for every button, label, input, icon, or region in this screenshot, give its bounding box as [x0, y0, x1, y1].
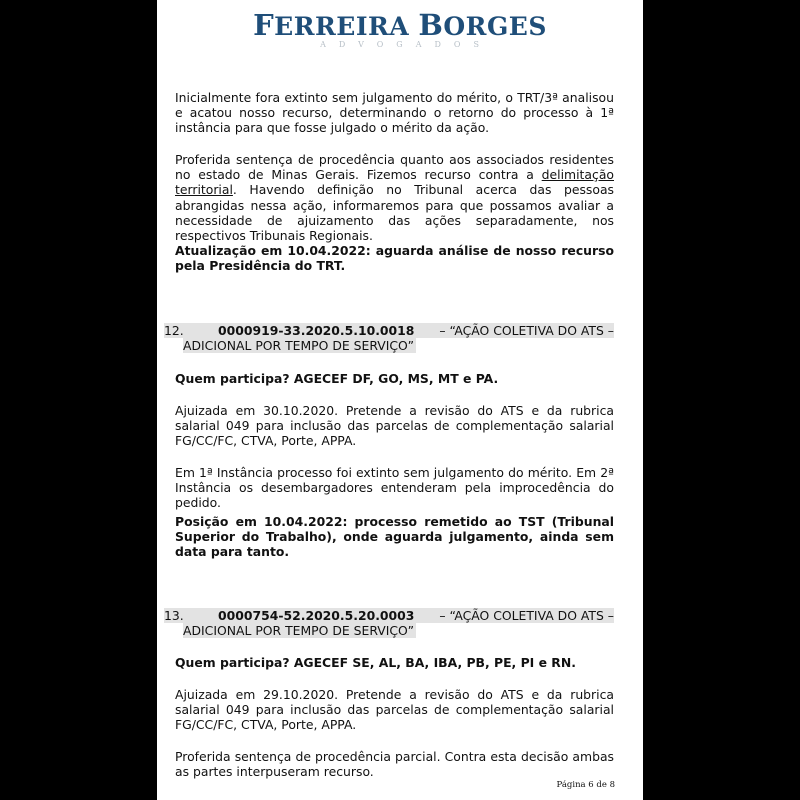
- paragraph: Em 1ª Instância processo foi extinto sem julgamento do mérito. Em 2ª Instância os desembargadores entenderam pela improcedência do pedido.: [175, 465, 614, 511]
- process-number: 0000919-33.2020.5.10.0018: [218, 323, 415, 338]
- item-title: ADICIONAL POR TEMPO DE SERVIÇO”: [183, 623, 415, 639]
- update-note: Atualização em 10.04.2022: aguarda análise de nosso recurso pela Presidência do TRT.: [175, 243, 614, 274]
- logo-text-erreira: ERREIRA: [274, 12, 419, 41]
- paragraph: Ajuizada em 29.10.2020. Pretende a revisão do ATS e da rubrica salarial 049 para inclusão das parcelas de complementação salarial FG/CC/FC, CTVA, Porte, APPA.: [175, 687, 614, 733]
- paragraph-text: Proferida sentença de procedência quanto aos associados residentes no estado de Minas Gerais. Fizemos recurso contra a: [175, 152, 614, 183]
- underlined-text: delimitação territorial: [175, 167, 614, 198]
- paragraph: Inicialmente fora extinto sem julgamento do mérito, o TRT/3ª analisou e acatou nosso recurso, determinando o retorno do processo à 1ª instância para que fosse julgado o mérito da ação.: [175, 90, 614, 136]
- document-page: [157, 0, 643, 800]
- item-number: 12.: [164, 323, 184, 338]
- paragraph-text: . Havendo definição no Tribunal acerca das pessoas abrangidas nessa ação, informaremos para que possamos avaliar a necessidade de ajuizamento das ações separadamente, nos respectivos Tribunais Regionais.: [175, 182, 614, 244]
- page-number: Página 6 de 8: [556, 780, 615, 790]
- participants: Quem participa? AGECEF SE, AL, BA, IBA, PB, PE, PI e RN.: [175, 655, 576, 670]
- process-number: 0000754-52.2020.5.20.0003: [218, 608, 415, 623]
- logo-letter-b: B: [418, 8, 444, 42]
- item-12-heading: [164, 323, 614, 353]
- logo-letter-f: F: [253, 8, 275, 42]
- item-number: 13.: [164, 608, 184, 623]
- paragraph: Ajuizada em 30.10.2020. Pretende a revisão do ATS e da rubrica salarial 049 para inclusão das parcelas de complementação salarial FG/CC/FC, CTVA, Porte, APPA.: [175, 403, 614, 449]
- firm-subtitle: ADVOGADOS: [320, 40, 492, 49]
- paragraph: Proferida sentença de procedência parcial. Contra esta decisão ambas as partes interpuseram recurso.: [175, 749, 614, 780]
- position-note: Posição em 10.04.2022: processo remetido ao TST (Tribunal Superior do Trabalho), onde aguarda julgamento, ainda sem data para tanto.: [175, 514, 614, 560]
- participants: Quem participa? AGECEF DF, GO, MS, MT e PA.: [175, 371, 499, 386]
- item-title: ADICIONAL POR TEMPO DE SERVIÇO”: [183, 338, 415, 354]
- item-13-heading: [164, 608, 614, 638]
- item-title: – “AÇÃO COLETIVA DO ATS –: [439, 323, 614, 338]
- paragraph: [175, 152, 614, 243]
- logo-text-orges: ORGES: [443, 12, 547, 41]
- item-title: – “AÇÃO COLETIVA DO ATS –: [439, 608, 614, 623]
- firm-logo: [157, 8, 643, 42]
